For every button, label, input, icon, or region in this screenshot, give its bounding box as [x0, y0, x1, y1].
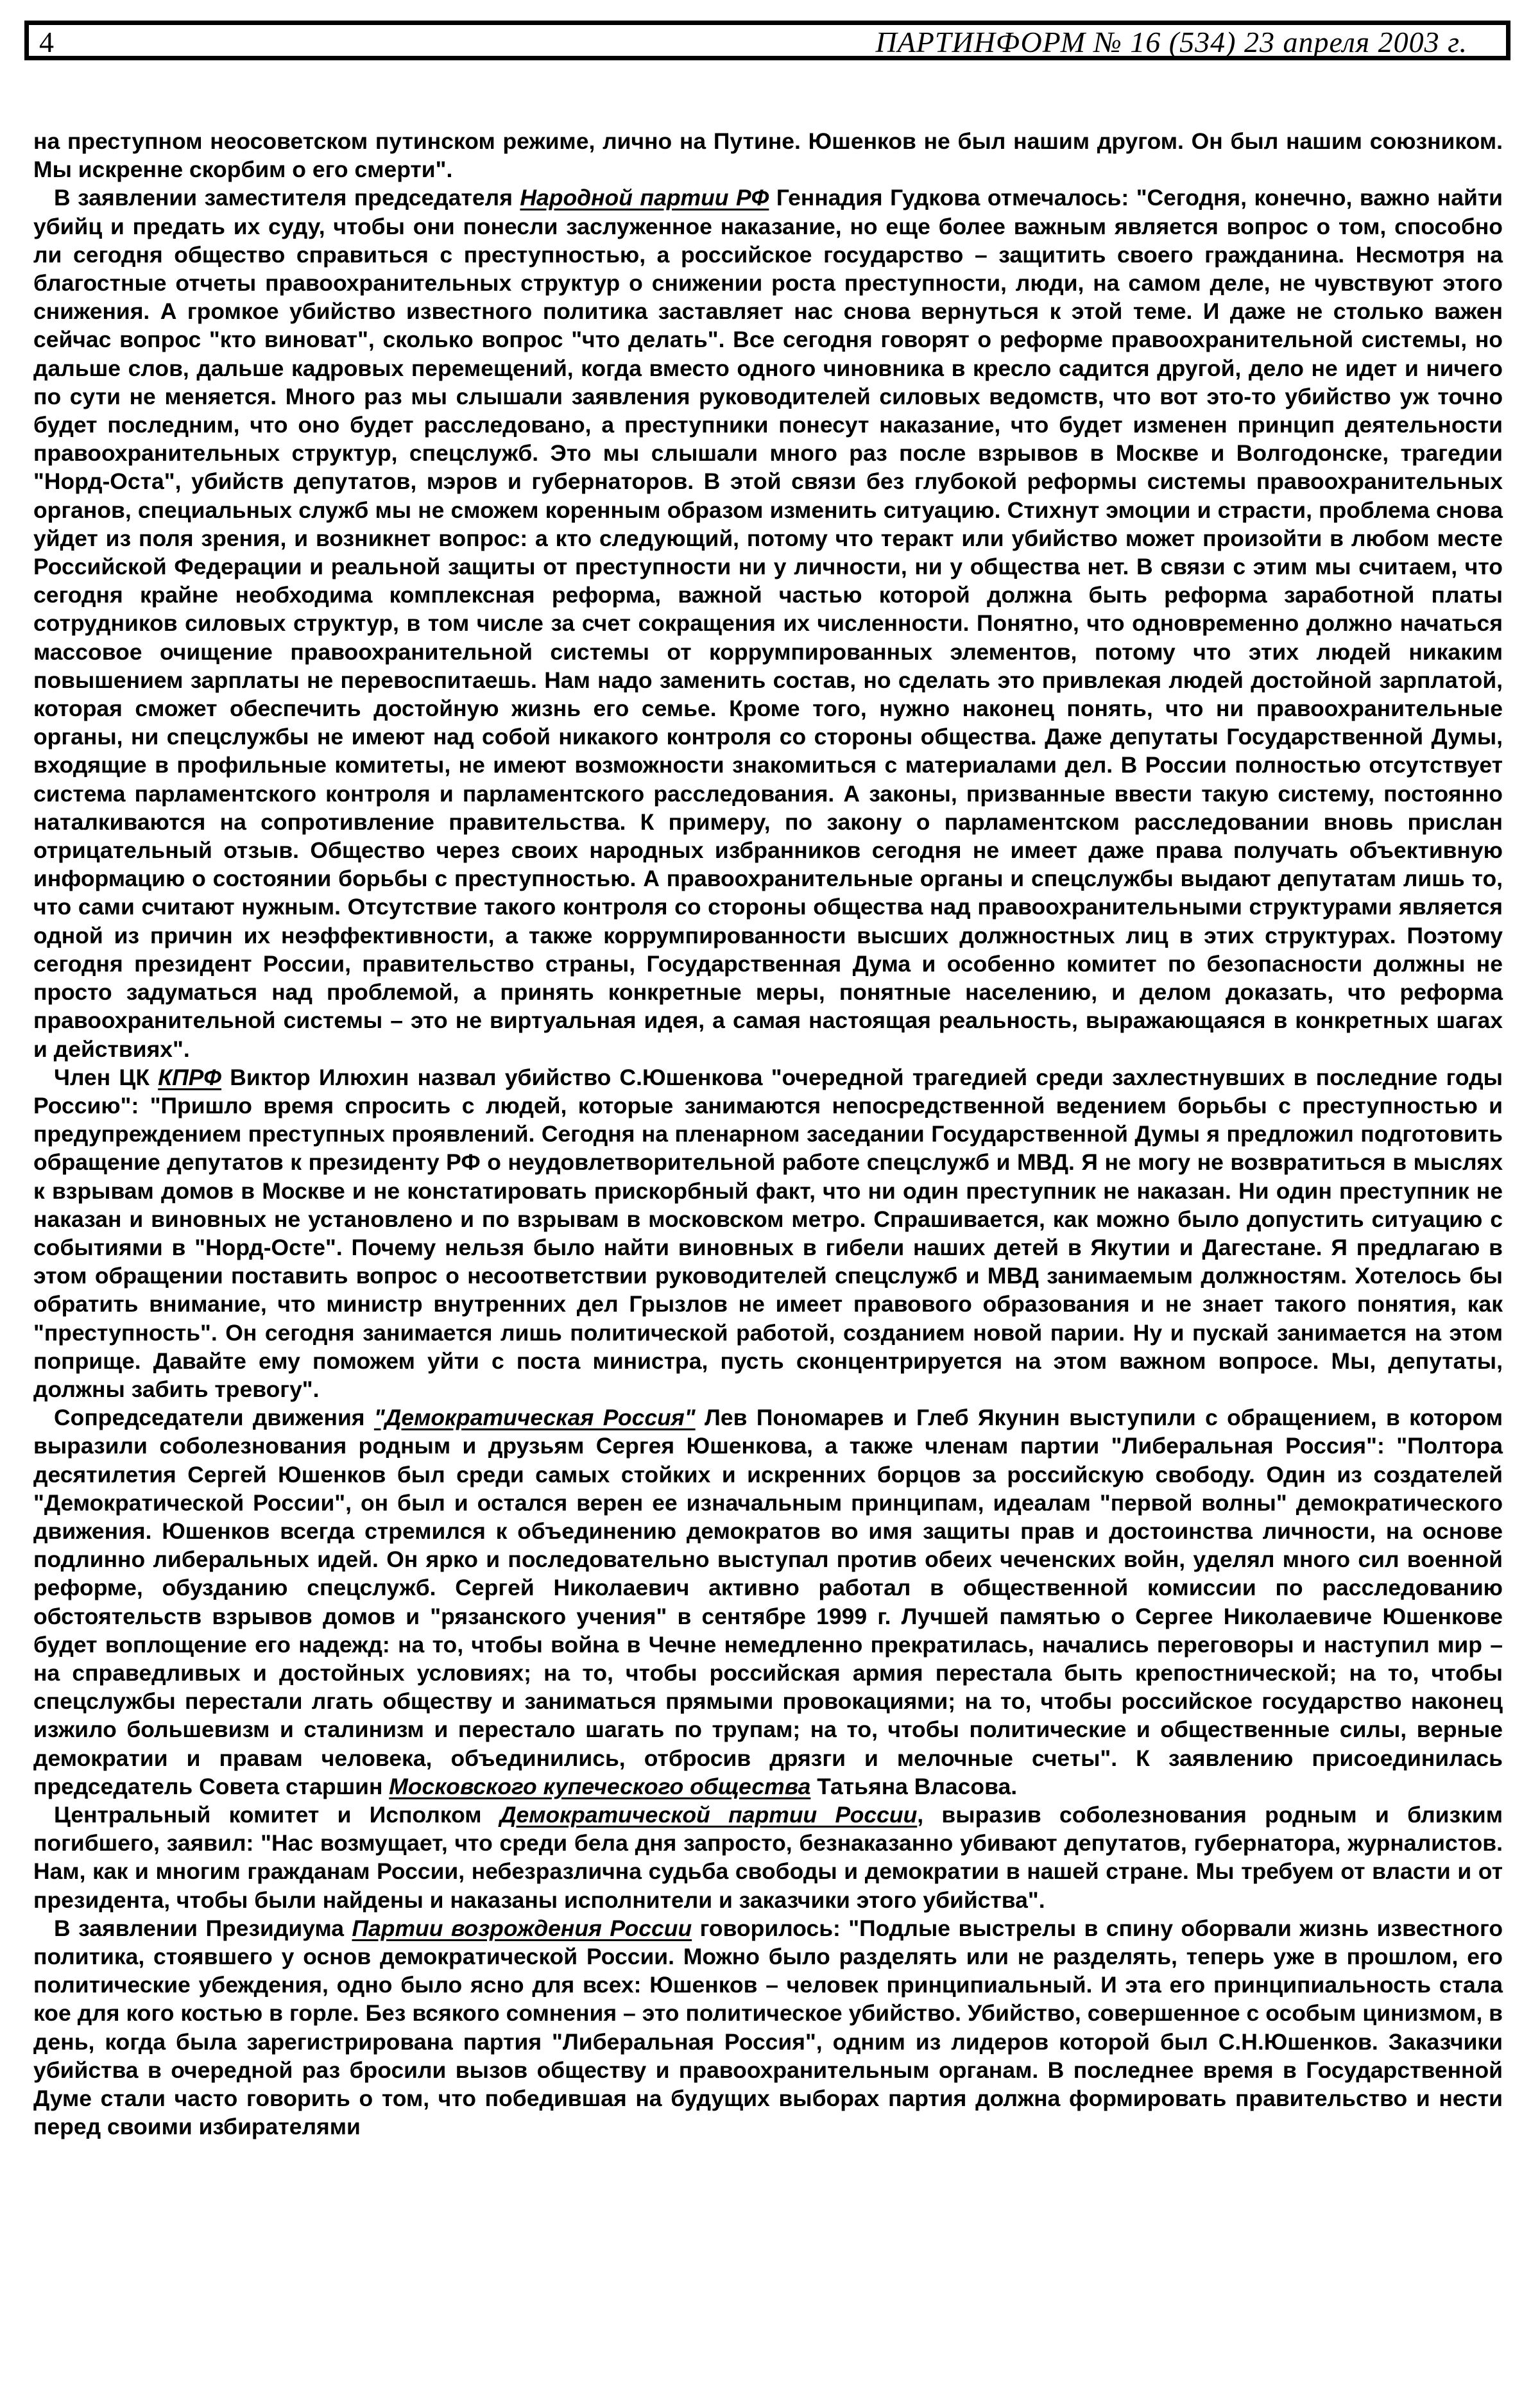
paragraph-4 [33, 1403, 1503, 1801]
paragraph-2 [33, 184, 1503, 1063]
issue-title: ПАРТИНФОРМ № 16 (534) 23 апреля 2003 г. [875, 26, 1467, 58]
paragraph-2-lead: В заявлении заместителя председателя [54, 185, 520, 211]
page-header [24, 21, 1510, 60]
paragraph-2-body: Геннадия Гудкова отмечалось: "Сегодня, конечно, важно найти убийц и предать их суду, чтобы они понесли заслуженное наказание, но еще более важным является вопрос о том, способно ли сегодня общество справиться с преступностью, а российское государство – защитить своего гражданина. Несмотря на благостные отчеты правоохранительных структур о снижении роста преступности, люди, на самом деле, не чувствуют этого снижения. А громкое убийство известного политика заставляет нас снова вернуться к этой теме. И даже не столько важен сейчас вопрос "кто виноват", сколько вопрос "что делать". Все сегодня говорят о реформе правоохранительной системы, но дальше слов, дальше кадровых перемещений, когда вместо одного чиновника в кресло садится другой, дело не идет и ничего по сути не меняется. Много раз мы слышали заявления руководителей силовых ведомств, что вот это-то убийство уж точно будет последним, что оно будет расследовано, а преступники понесут наказание, что будет изменен принцип деятельности правоохранительных структур, спецслужб. Это мы слышали много раз после взрывов в Москве и Волгодонске, трагедии "Норд-Оста", убийств депутатов, мэров и губернаторов. В этой связи без глубокой реформы системы правоохранительных органов, специальных служб мы не сможем коренным образом изменить ситуацию. Стихнут эмоции и страсти, проблема снова уйдет из поля зрения, и возникнет вопрос: а кто следующий, потому что теракт или убийство может произойти в любом месте Российской Федерации и реальной защиты от преступности ни у личности, ни у общества нет. В связи с этим мы считаем, что сегодня крайне необходима комплексная реформа, важной частью которой должна быть реформа заработной платы сотрудников силовых структур, в том числе за счет сокращения их численности. Понятно, что одновременно должно начаться массовое очищение правоохранительной системы от коррумпированных элементов, потому что этих людей никаким повышением зарплаты не перевоспитаешь. Нам надо заменить состав, но сделать это привлекая людей достойной зарплатой, которая сможет обеспечить достойную жизнь его семье. Кроме того, нужно наконец понять, что ни правоохранительные органы, ни спецслужбы не имеют над собой никакого контроля со стороны общества. Даже депутаты Государственной Думы, входящие в профильные комитеты, не имеют возможности знакомиться с материалами дел. В России полностью отсутствует система парламентского контроля и парламентского расследования. А законы, призванные ввести такую систему, постоянно наталкиваются на сопротивление правительства. К примеру, по закону о парламентском расследовании вновь прислан отрицательный отзыв. Общество через своих народных избранников сегодня не имеет даже права получать объективную информацию о состоянии борьбы с преступностью. А правоохранительные органы и спецслужбы выдают депутатам лишь то, что сами считают нужным. Отсутствие такого контроля со стороны общества над правоохранительными структурами является одной из причин их неэффективности, а также коррумпированности высших должностных лиц в этих структурах. Поэтому сегодня президент России, правительство страны, Государственная Дума и особенно комитет по безопасности должны не просто задуматься над проблемой, а принять конкретные меры, понятные населению, и делом доказать, что реформа правоохранительной системы – это не виртуальная идея, а самая настоящая реальность, выражающаяся в конкретных шагах и действиях". [33, 185, 1503, 1062]
paragraph-1 [33, 127, 1503, 184]
paragraph-6-lead: В заявлении Президиума [54, 1915, 352, 1941]
party-link-kupecheskoe[interactable]: Московского купеческого общества [389, 1773, 811, 1799]
article-body [33, 127, 1503, 2141]
paragraph-1-text: на преступном неосоветском путинском режиме, лично на Путине. Юшенков не был нашим другом. Он был нашим союзником. Мы искренне скорбим о его смерти". [33, 128, 1503, 183]
page-number: 4 [39, 26, 54, 58]
paragraph-5-lead: Центральный комитет и Исполком [54, 1801, 500, 1828]
party-link-demrossiya[interactable]: "Демократическая Россия" [373, 1405, 696, 1431]
party-link-dpr[interactable]: Демократической партии России [499, 1801, 918, 1828]
paragraph-4-tail: Татьяна Власова. [810, 1773, 1018, 1799]
party-link-vozrozhdenie[interactable]: Партии возрождения России [352, 1915, 692, 1941]
party-link-narodnaya[interactable]: Народной партии РФ [520, 185, 769, 211]
paragraph-5-body: , выразив соболезнования родным и близким погибшего, заявил: "Нас возмущает, что среди бела дня запросто, безнаказанно убивают депутатов, губернатора, журналистов. Нам, как и многим гражданам России, небезразлична судьба свободы и демократии в нашей стране. Мы требуем от власти и от президента, чтобы были найдены и наказаны исполнители и заказчики этого убийства". [33, 1801, 1503, 1913]
paragraph-6-body: говорилось: "Подлые выстрелы в спину оборвали жизнь известного политика, стоявшего у основ демократической России. Можно было разделять или не разделять, теперь уже в прошлом, его политические убеждения, одно было ясно для всех: Юшенков – человек принципиальный. И эта его принципиальность стала кое для кого костью в горле. Без всякого сомнения – это политическое убийство. Убийство, совершенное с особым цинизмом, в день, когда была зарегистрирована партия "Либеральная Россия", одним из лидеров которой был С.Н.Юшенков. Заказчики убийства в очередной раз бросили вызов обществу и правоохранительным органам. В последнее время в Государственной Думе стали часто говорить о том, что победившая на будущих выборах партия должна формировать правительство и нести перед своими избирателями [33, 1915, 1503, 2140]
paragraph-3-lead: Член ЦК [54, 1064, 158, 1090]
party-link-kprf[interactable]: КПРФ [158, 1064, 222, 1090]
paragraph-3-body: Виктор Илюхин назвал убийство С.Юшенкова "очередной трагедией среди захлестнувших в последние годы Россию": "Пришло время спросить с людей, которые занимаются непосредственной ведением борьбы с преступностью и предупреждением преступных проявлений. Сегодня на пленарном заседании Государственной Думы я предложил подготовить обращение депутатов к президенту РФ о неудовлетворительной работе спецслужб и МВД. Я не могу не возвратиться в мыслях к взрывам домов в Москве и не констатировать прискорбный факт, что ни один преступник не наказан. Ни один преступник не наказан и виновных не установлено и по взрывам в московском метро. Спрашивается, как можно было допустить ситуацию с событиями в "Норд-Осте". Почему нельзя было найти виновных в гибели наших детей в Якутии и Дагестане. Я предлагаю в этом обращении поставить вопрос о несоответствии руководителей спецслужб и МВД занимаемым должностям. Хотелось бы обратить внимание, что министр внутренних дел Грызлов не имеет правового образования и не знает такого понятия, как "преступность". Он сегодня занимается лишь политической работой, созданием новой парии. Ну и пускай занимается на этом поприще. Давайте ему поможем уйти с поста министра, пусть сконцентрируется на этом важном вопросе. Мы, депутаты, должны забить тревогу". [33, 1064, 1503, 1402]
paragraph-4-body: Лев Пономарев и Глеб Якунин выступили с обращением, в котором выразили соболезнования родным и друзьям Сергея Юшенкова, а также членам партии "Либеральная Россия": "Полтора десятилетия Сергей Юшенков был среди самых стойких и искренних борцов за российскую свободу. Один из создателей "Демократической России", он был и остался верен ее изначальным принципам, идеалам "первой волны" демократического движения. Юшенков всегда стремился к объединению демократов во имя защиты прав и достоинства личности, на основе подлинно либеральных идей. Он ярко и последовательно выступал против обеих чеченских войн, уделял много сил военной реформе, обузданию спецслужб. Сергей Николаевич активно работал в общественной комиссии по расследованию обстоятельств взрывов домов и "рязанского учения" в сентябре 1999 г. Лучшей памятью о Сергее Николаевиче Юшенкове будет воплощение его надежд: на то, чтобы война в Чечне немедленно прекратилась, начались переговоры и наступил мир – на справедливых и достойных условиях; на то, чтобы российская армия перестала быть крепостнической; на то, чтобы спецслужбы перестали лгать обществу и заниматься прямыми провокациями; на то, чтобы российское государство наконец изжило большевизм и сталинизм и перестало шагать по трупам; на то, чтобы политические и общественные силы, верные демократии и правам человека, объединились, отбросив дрязги и мелочные счеты". К заявлению присоединилась председатель Совета старшин [33, 1405, 1503, 1799]
paragraph-3 [33, 1063, 1503, 1403]
paragraph-6 [33, 1914, 1503, 2141]
paragraph-5 [33, 1801, 1503, 1914]
paragraph-4-lead: Сопредседатели движения [54, 1405, 374, 1431]
